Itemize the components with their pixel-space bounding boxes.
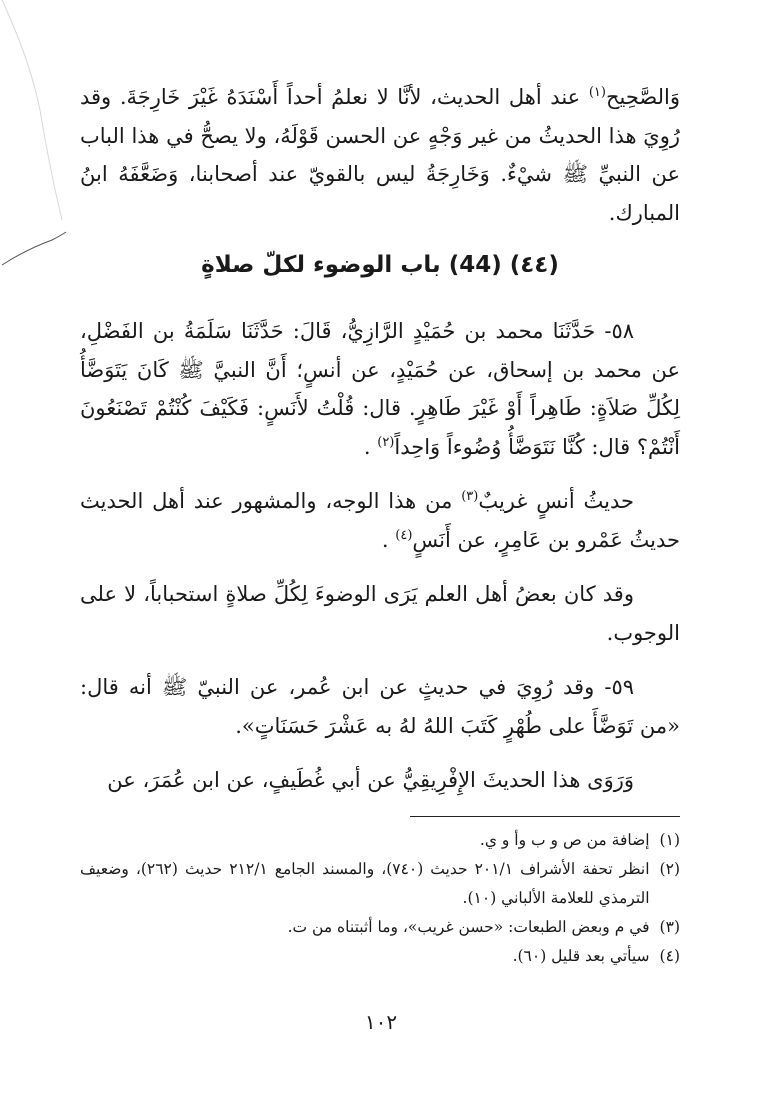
paragraph-text: وَرَوَى هذا الحديثَ الإِفْرِيقِيُّ عن أبي غُطَيفٍ، عن ابن عُمَرَ، عن <box>107 768 634 792</box>
paragraph-text: ٥٩- وقد رُوِيَ في حديثٍ عن ابن عُمر، عن النبيّ ﷺ أنه قال: «من تَوَضَّأَ على طُهْرٍ كَتَبَ اللهُ لهُ به عَشْرَ حَسَنَاتٍ». <box>80 675 680 738</box>
footnote-ref-4[interactable]: (٤) <box>395 527 413 543</box>
paragraph-text: وقد كان بعضُ أهل العلم يَرَى الوضوءَ لِكُلِّ صلاةٍ استحباباً، لا على الوجوب. <box>80 582 680 645</box>
paragraph-text: . <box>363 434 378 459</box>
paragraph-text: وَالصَّحِيح <box>605 85 680 109</box>
hadith-59-paragraph <box>80 668 680 745</box>
footnote-text: انظر تحفة الأشراف ٢٠١/١ حديث (٧٤٠)، والمسند الجامع ٢١٢/١ حديث (٢٦٢)، وضعيف الترمذي للعلامة الألباني (١٠). <box>80 860 650 907</box>
narration-paragraph <box>80 761 680 800</box>
main-text-block <box>80 312 680 800</box>
paragraph-continuation <box>80 78 680 232</box>
paragraph-text: ٥٨- حَدَّثَنَا محمد بن حُمَيْدٍ الرَّازِيُّ، قَالَ: حَدَّثَنَا سَلَمَةُ بن الفَضْلِ، عن محمد بن إسحاق، عن حُمَيْدٍ، عن أنسٍ؛ أَنَّ النبيَّ ﷺ كَانَ يَتَوَضَّأُ لِكُلِّ صَلاَةٍ: طَاهِراً أَوْ غَيْرَ طَاهِرٍ. قال: قُلْتُ لأَنَسٍ: فَكَيْفَ كُنْتُمْ تَصْنَعُونَ أَنْتُمْ؟ قال: كُنَّا نَتَوَضَّأُ وُضُوءاً وَاحِداً <box>80 319 680 459</box>
footnote-text: إضافة من ص و ب وأ و ي. <box>479 831 650 849</box>
paragraph-text: عند أهل الحديث، لأنَّا لا نعلمُ أحداً أَسْنَدَهُ غَيْرَ خَارِجَةَ. وقد رُوِيَ هذا الحديثُ من غير وَجْهٍ عن الحسن قَوْلَهُ، ولا يصحُّ في هذا الباب عن النبيِّ ﷺ شيْءٌ. وَخَارِجَةُ ليس بالقويّ عند أصحابنا، وَضَعَّفَهُ ابنُ المبارك. <box>80 85 680 225</box>
footnote-ref-1[interactable]: (١) <box>588 85 606 100</box>
footnote-1 <box>80 826 680 855</box>
paragraph-text: من هذا الوجه، والمشهور عند أهل الحديث حديثُ عَمْرو بن عَامِرٍ، عن أَنَسٍ <box>80 489 680 552</box>
paragraph-text: . <box>381 527 396 552</box>
footnote-number: (١) <box>659 831 680 849</box>
footnote-ref-2[interactable]: (٢) <box>377 434 395 450</box>
page-crease-mark <box>0 0 70 270</box>
footnote-4 <box>80 942 680 971</box>
hadith-58-paragraph <box>80 312 680 466</box>
footnote-text: في م وبعض الطبعات: «حسن غريب»، وما أثبتناه من ت. <box>287 918 650 936</box>
commentary-paragraph <box>80 482 680 559</box>
footnote-text: سيأتي بعد قليل (٦٠). <box>512 947 650 965</box>
paragraph-text: حديثُ أنسٍ غريبٌ <box>478 489 635 513</box>
footnote-divider <box>410 816 680 817</box>
continuation-block <box>80 78 680 232</box>
footnote-2 <box>80 855 680 913</box>
footnote-number: (٤) <box>659 947 680 965</box>
footnote-ref-3[interactable]: (٣) <box>461 489 479 504</box>
footnote-3 <box>80 913 680 942</box>
footnotes-section <box>80 826 680 971</box>
scholars-paragraph <box>80 575 680 652</box>
footnote-number: (٢) <box>659 860 680 878</box>
footnote-number: (٣) <box>659 918 680 936</box>
chapter-heading: (٤٤) (44) باب الوضوء لكلّ صلاةٍ <box>201 252 559 278</box>
page-number: ١٠٢ <box>364 1010 398 1034</box>
